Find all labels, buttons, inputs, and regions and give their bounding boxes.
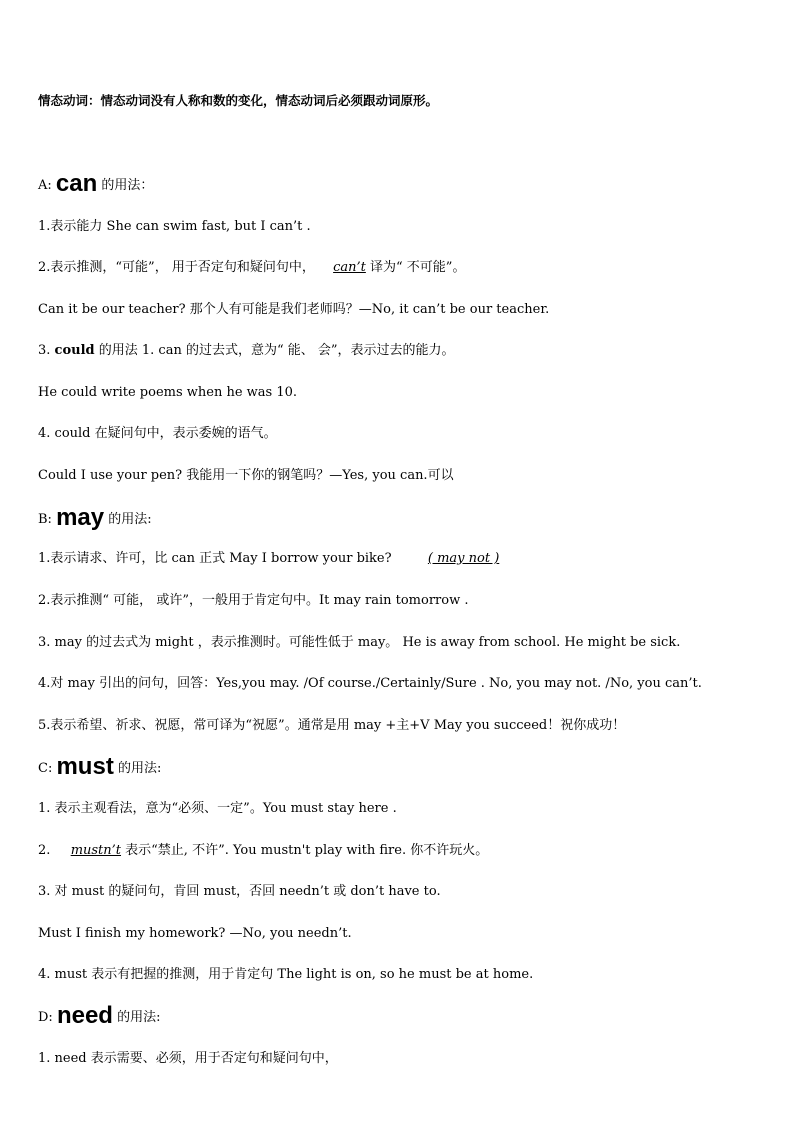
intro-text: 情态动词：情态动词没有人称和数的变化，情态动词后必须跟动词原形。: [38, 93, 439, 108]
must-line-2-rest: 表示“禁止, 不许”. You mustn't play with fire. 你不许玩火。: [125, 843, 489, 858]
may-line-1: [38, 551, 499, 567]
must-line-2-underlined: mustn’t: [70, 843, 122, 858]
section-heading-may: [38, 504, 152, 531]
may-line-1-text: 1.表示请求、许可，比 can 正式 May I borrow your bike?: [38, 551, 392, 566]
must-line-2: [38, 843, 488, 859]
section-prefix: D:: [38, 1010, 53, 1025]
can-line-6: 4. could 在疑问句中，表示委婉的语气。: [38, 426, 277, 441]
can-line-4-rest: 的用法 1. can 的过去式，意为“ 能、 会”，表示过去的能力。: [98, 343, 455, 358]
can-line-5: He could write poems when he was 10.: [38, 385, 298, 400]
can-line-2-text-b: 译为“ 不可能”。: [370, 260, 466, 275]
can-line-4-num: 3.: [38, 343, 51, 358]
must-line-3: 3. 对 must 的疑问句，肯回 must，否回 needn’t 或 don’t have to.: [38, 884, 441, 899]
section-prefix: C:: [38, 761, 53, 776]
must-line-5: 4. must 表示有把握的推测，用于肯定句 The light is on, so he must be at home.: [38, 967, 534, 982]
must-line-1: 1. 表示主观看法，意为“必须、一定”。You must stay here .: [38, 801, 397, 816]
may-line-5: 5.表示希望、祈求、祝愿，常可译为“祝愿”。通常是用 may +主+V May you succeed！祝你成功！: [38, 718, 626, 733]
may-line-2: 2.表示推测“ 可能， 或许”，一般用于肯定句中。It may rain tomorrow .: [38, 593, 469, 608]
can-line-4: [38, 343, 455, 359]
section-keyword: must: [56, 753, 114, 780]
section-prefix: B:: [38, 512, 52, 527]
can-line-4-bold: could: [54, 343, 95, 358]
section-keyword: may: [56, 504, 105, 531]
need-line-1: 1. need 表示需要、必须，用于否定句和疑问句中，: [38, 1051, 338, 1066]
section-suffix: 的用法:: [117, 761, 162, 776]
may-line-4: 4.对 may 引出的问句，回答：Yes,you may. /Of course./Certainly/Sure . No, you may not. /No, you can’t.: [38, 676, 702, 691]
must-line-2-num: 2.: [38, 843, 51, 858]
section-keyword: can: [55, 170, 98, 197]
may-line-1-underlined: ( may not ): [427, 551, 500, 566]
section-suffix: 的用法：: [101, 178, 154, 193]
section-prefix: A:: [38, 178, 52, 193]
can-line-2: [38, 260, 465, 276]
section-keyword: need: [56, 1002, 113, 1029]
section-suffix: 的用法:: [108, 512, 152, 527]
can-line-2-text-a: 2.表示推测，“可能”， 用于否定句和疑问句中，: [38, 260, 315, 275]
must-line-4: Must I finish my homework? —No, you needn’t.: [38, 926, 352, 941]
may-line-3: 3. may 的过去式为 might ，表示推测时。可能性低于 may。 He is away from school. He might be sick.: [38, 635, 681, 650]
section-heading-must: [38, 753, 162, 780]
section-suffix: 的用法:: [117, 1010, 161, 1025]
can-line-7: Could I use your pen? 我能用一下你的钢笔吗？—Yes, you can.可以: [38, 468, 454, 483]
section-heading-can: [38, 170, 154, 197]
can-line-1: 1.表示能力 She can swim fast, but I can’t .: [38, 219, 311, 234]
section-heading-need: [38, 1002, 161, 1029]
can-line-3: Can it be our teacher? 那个人有可能是我们老师吗？—No, it can’t be our teacher.: [38, 302, 550, 317]
can-line-2-underlined: can’t: [333, 260, 366, 275]
